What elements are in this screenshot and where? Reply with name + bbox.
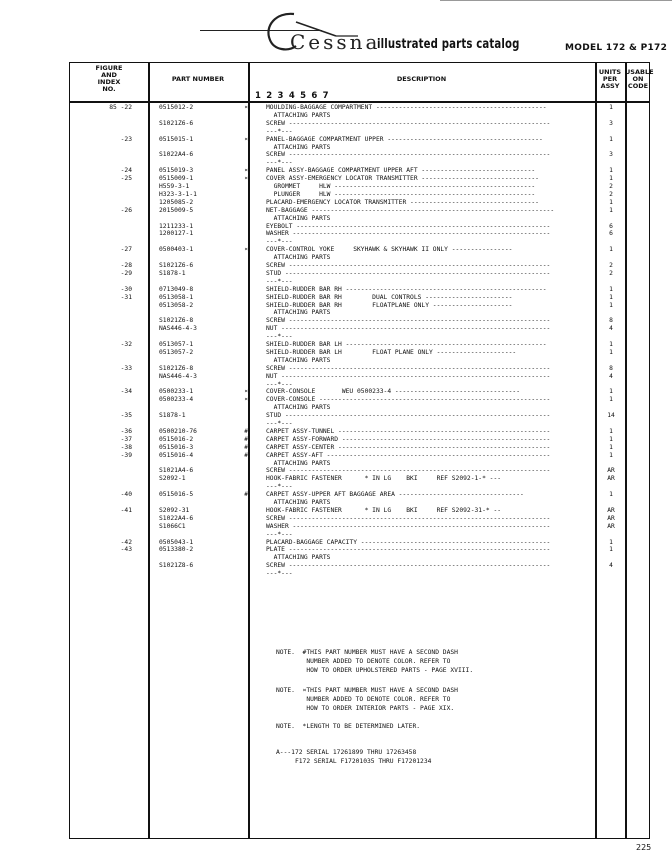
description-cell: SCREW --------------------------------------------------------------------- bbox=[266, 119, 551, 127]
description-cell: ATTACHING PARTS bbox=[266, 499, 331, 506]
units-per-assy-cell: 1 bbox=[609, 435, 613, 443]
part-number-cell: 0515019-3 bbox=[159, 167, 194, 175]
description-cell: ATTACHING PARTS bbox=[266, 143, 331, 151]
usable-column-header bbox=[625, 68, 654, 90]
units-per-assy-cell: 1 bbox=[609, 388, 613, 396]
table-row bbox=[70, 294, 651, 301]
part-number-cell: 0713049-8 bbox=[159, 285, 194, 293]
code-symbol-cell: # bbox=[244, 491, 248, 499]
table-row bbox=[70, 531, 651, 538]
description-cell: COVER ASSY-EMERGENCY LOCATOR TRANSMITTER ------------------------------- bbox=[266, 175, 539, 183]
table-row bbox=[70, 159, 651, 166]
figure-index-cell: -25 bbox=[120, 175, 132, 183]
table-row bbox=[70, 436, 651, 443]
units-per-assy-cell: 1 bbox=[609, 443, 613, 451]
part-number-cell: 2015009-5 bbox=[159, 206, 194, 214]
table-row bbox=[70, 475, 651, 482]
units-per-assy-cell: 1 bbox=[609, 246, 613, 254]
table-row bbox=[70, 286, 651, 293]
table-row bbox=[70, 460, 651, 467]
code-symbol-cell: # bbox=[244, 427, 248, 435]
figure-index-cell: -39 bbox=[120, 451, 132, 459]
description-cell: SCREW --------------------------------------------------------------------- bbox=[266, 467, 551, 475]
figure-index-cell: -28 bbox=[120, 262, 132, 269]
table-row bbox=[70, 175, 651, 182]
table-row bbox=[70, 467, 651, 474]
units-per-assy-cell: 1 bbox=[609, 175, 613, 183]
part-number-cell: 0500403-1 bbox=[159, 246, 194, 254]
code-symbol-cell: ¤ bbox=[244, 396, 248, 404]
figure-index-cell: -41 bbox=[120, 506, 132, 514]
figure-index-cell: -29 bbox=[120, 269, 132, 277]
description-cell: ---*--- bbox=[266, 420, 293, 427]
table-row bbox=[70, 491, 651, 498]
figure-index-cell: -36 bbox=[120, 427, 132, 435]
description-cell: ---*--- bbox=[266, 570, 293, 578]
units-header-line: ASSY bbox=[600, 82, 620, 90]
table-row bbox=[70, 349, 651, 356]
description-cell: ATTACHING PARTS bbox=[266, 214, 331, 222]
table-row bbox=[70, 452, 651, 459]
table-row bbox=[70, 136, 651, 143]
note-text: NOTE. *LENGTH TO BE DETERMINED LATER. bbox=[276, 723, 421, 730]
table-row bbox=[70, 539, 651, 546]
units-per-assy-cell: 1 bbox=[609, 135, 613, 143]
figure-index-cell: -35 bbox=[120, 412, 132, 420]
description-cell: EYEBOLT ------------------------------------------------------------------- bbox=[266, 222, 551, 230]
units-per-assy-cell: 3 bbox=[609, 151, 613, 159]
figure-header-line: AND bbox=[101, 71, 117, 79]
top-rule bbox=[440, 0, 672, 1]
part-number-cell: 0513058-2 bbox=[159, 301, 194, 309]
part-number-cell: 0515016-4 bbox=[159, 451, 194, 459]
units-per-assy-cell: 1 bbox=[609, 301, 613, 309]
table-row bbox=[70, 325, 651, 332]
table-row bbox=[70, 309, 651, 316]
description-cell: GROMMET HLW ----------------------------------------------------- bbox=[266, 183, 536, 190]
parts-table bbox=[69, 62, 654, 839]
table-row bbox=[70, 191, 651, 198]
units-per-assy-cell: AR bbox=[607, 522, 615, 530]
note-text: A---172 SERIAL 17261899 THRU 17263458 F172 SERIAL F17201035 THRU F17201234 bbox=[276, 749, 432, 765]
part-number-cell: S1021Z6-6 bbox=[159, 119, 194, 127]
table-row bbox=[70, 230, 651, 237]
table-row bbox=[70, 128, 651, 135]
table-row bbox=[70, 396, 651, 403]
units-per-assy-cell: 2 bbox=[609, 183, 613, 190]
figure-index-cell: 85 -22 bbox=[109, 104, 132, 111]
part-number-cell: 0515009-1 bbox=[159, 175, 194, 183]
description-cell: SCREW --------------------------------------------------------------------- bbox=[266, 317, 551, 325]
table-row bbox=[70, 444, 651, 451]
units-per-assy-cell: 6 bbox=[609, 230, 613, 238]
description-cell: SHIELD-RUDDER BAR RH DUAL CONTROLS ----------------------- bbox=[266, 293, 513, 301]
table-row bbox=[70, 199, 651, 206]
figure-index-cell: -43 bbox=[120, 546, 132, 554]
table-row bbox=[70, 104, 651, 111]
description-cell: PANEL ASSY-BAGGAGE COMPARTMENT UPPER AFT ------------------------------ bbox=[266, 167, 536, 175]
table-row bbox=[70, 554, 651, 561]
description-cell: ---*--- bbox=[266, 277, 293, 285]
figure-index-cell: -33 bbox=[120, 364, 132, 372]
part-number-cell: S1021Z6-8 bbox=[159, 364, 194, 372]
description-cell: ---*--- bbox=[266, 380, 293, 388]
part-number-cell: 1211233-1 bbox=[159, 222, 194, 230]
figure-index-cell: -42 bbox=[120, 538, 132, 546]
part-number-cell: 0513057-2 bbox=[159, 348, 194, 356]
table-row bbox=[70, 412, 651, 419]
part-number-cell: S1021Z8-6 bbox=[159, 562, 194, 570]
code-symbol-cell: # bbox=[244, 443, 248, 451]
part-number-column-header: PART NUMBER bbox=[171, 75, 225, 83]
code-symbol-cell: # bbox=[244, 435, 248, 443]
page-number: 225 bbox=[636, 843, 652, 852]
units-per-assy-cell: 3 bbox=[609, 119, 613, 127]
usable-header-line: ON bbox=[632, 75, 644, 83]
table-row bbox=[70, 562, 651, 569]
description-cell: NUT ----------------------------------------------------------------------- bbox=[266, 372, 551, 380]
units-per-assy-cell: 8 bbox=[609, 364, 613, 372]
part-number-cell: H323-3-1-1 bbox=[159, 190, 197, 198]
description-cell: SCREW --------------------------------------------------------------------- bbox=[266, 151, 551, 159]
part-number-cell: 0505043-1 bbox=[159, 538, 194, 546]
part-number-cell: 0515016-5 bbox=[159, 491, 194, 499]
table-row bbox=[70, 373, 651, 380]
units-per-assy-cell: 1 bbox=[609, 293, 613, 301]
page-header bbox=[0, 0, 672, 60]
description-cell: STUD ---------------------------------------------------------------------- bbox=[266, 269, 551, 277]
description-cell: CARPET ASSY-CENTER -------------------------------------------------------- bbox=[266, 443, 551, 451]
table-row bbox=[70, 333, 651, 340]
figure-column-header bbox=[70, 65, 148, 93]
units-header-line: PER bbox=[602, 75, 618, 83]
table-row bbox=[70, 223, 651, 230]
figure-index-cell: -40 bbox=[120, 491, 132, 499]
part-number-cell: 0500233-1 bbox=[159, 388, 194, 396]
part-number-cell: NAS446-4-3 bbox=[159, 372, 197, 380]
units-per-assy-cell: 1 bbox=[609, 285, 613, 293]
code-symbol-cell: ¤ bbox=[244, 104, 248, 111]
table-row bbox=[70, 388, 651, 395]
figure-header-line: FIGURE bbox=[95, 64, 123, 72]
part-number-cell: S1066C1 bbox=[159, 522, 186, 530]
figure-index-cell: -31 bbox=[120, 293, 132, 301]
description-cell: ---*--- bbox=[266, 159, 293, 167]
figure-index-cell: -38 bbox=[120, 443, 132, 451]
table-row bbox=[70, 262, 651, 269]
units-per-assy-cell: AR bbox=[607, 467, 615, 475]
units-per-assy-cell: 1 bbox=[609, 427, 613, 435]
table-row bbox=[70, 183, 651, 190]
part-number-cell: S1022A4-6 bbox=[159, 514, 194, 522]
table-row bbox=[70, 120, 651, 127]
part-number-cell: S1021A4-6 bbox=[159, 467, 194, 475]
table-row bbox=[70, 499, 651, 506]
description-cell: HOOK-FABRIC FASTENER * IN LG BKI REF S2092-31-* -- bbox=[266, 506, 502, 514]
part-number-cell: NAS446-4-3 bbox=[159, 325, 197, 333]
part-number-cell: 0500233-4 bbox=[159, 396, 194, 404]
description-cell: HOOK-FABRIC FASTENER * IN LG BKI REF S2092-1-* --- bbox=[266, 475, 502, 483]
part-number-cell: 1200127-1 bbox=[159, 230, 194, 238]
figure-index-cell: -37 bbox=[120, 435, 132, 443]
table-row bbox=[70, 357, 651, 364]
description-cell: NUT ----------------------------------------------------------------------- bbox=[266, 325, 551, 333]
units-per-assy-cell: 1 bbox=[609, 546, 613, 554]
table-row bbox=[70, 254, 651, 261]
part-number-cell: S1021Z6-6 bbox=[159, 262, 194, 269]
description-column-header: DESCRIPTION bbox=[396, 75, 447, 83]
table-row bbox=[70, 365, 651, 372]
description-cell: ---*--- bbox=[266, 333, 293, 341]
description-cell: ---*--- bbox=[266, 530, 293, 538]
table-row bbox=[70, 515, 651, 522]
table-row bbox=[70, 215, 651, 222]
description-cell: ATTACHING PARTS bbox=[266, 554, 331, 562]
description-cell: SCREW --------------------------------------------------------------------- bbox=[266, 562, 551, 570]
units-per-assy-cell: 1 bbox=[609, 198, 613, 206]
part-number-cell: 0515012-2 bbox=[159, 104, 194, 111]
part-number-cell: S1878-1 bbox=[159, 412, 186, 420]
units-per-assy-cell: 2 bbox=[609, 190, 613, 198]
table-row bbox=[70, 483, 651, 490]
units-per-assy-cell: 1 bbox=[609, 167, 613, 175]
table-row bbox=[70, 523, 651, 530]
description-cell: ATTACHING PARTS bbox=[266, 111, 331, 119]
table-row bbox=[70, 112, 651, 119]
table-row bbox=[70, 246, 651, 253]
table-row bbox=[70, 546, 651, 553]
units-per-assy-cell: 2 bbox=[609, 269, 613, 277]
part-number-cell: 0515016-3 bbox=[159, 443, 194, 451]
description-cell: CARPET ASSY-TUNNEL -------------------------------------------------------- bbox=[266, 427, 551, 435]
units-per-assy-cell: 1 bbox=[609, 538, 613, 546]
units-per-assy-cell: AR bbox=[607, 506, 615, 514]
table-row bbox=[70, 302, 651, 309]
part-number-cell: 0500210-76 bbox=[159, 427, 197, 435]
part-number-cell: S1878-1 bbox=[159, 269, 186, 277]
units-per-assy-cell: 1 bbox=[609, 491, 613, 499]
note-text: NOTE. ¤THIS PART NUMBER MUST HAVE A SECOND DASH NUMBER ADDED TO DENOTE COLOR. REFER TO HOW TO ORDER INTERIOR PARTS - PAGE XIX. bbox=[276, 687, 458, 712]
header-divider bbox=[70, 101, 649, 103]
code-symbol-cell: ¤ bbox=[244, 388, 248, 396]
description-cell: SHIELD-RUDDER BAR LH ----------------------------------------------------- bbox=[266, 341, 547, 348]
description-cell: COVER-CONSOLE ------------------------------------------------------------- bbox=[266, 396, 551, 404]
description-cell: MOULDING-BAGGAGE COMPARTMENT --------------------------------------------- bbox=[266, 104, 547, 111]
description-cell: ATTACHING PARTS bbox=[266, 459, 331, 467]
description-cell: PANEL-BAGGAGE COMPARTMENT UPPER ----------------------------------------- bbox=[266, 135, 543, 143]
units-per-assy-cell: 1 bbox=[609, 104, 613, 111]
figure-header-line: INDEX bbox=[97, 78, 121, 86]
figure-index-cell: -23 bbox=[120, 135, 132, 143]
description-cell: ATTACHING PARTS bbox=[266, 356, 331, 364]
description-cell: SHIELD-RUDDER BAR RH FLOATPLANE ONLY --------------------- bbox=[266, 301, 513, 309]
part-number-cell: H559-3-1 bbox=[159, 183, 190, 190]
catalog-title: illustrated parts catalog bbox=[377, 37, 520, 52]
description-cell: ATTACHING PARTS bbox=[266, 404, 331, 412]
units-per-assy-cell: 1 bbox=[609, 206, 613, 214]
table-row bbox=[70, 420, 651, 427]
figure-index-cell: -32 bbox=[120, 341, 132, 348]
description-cell: SCREW --------------------------------------------------------------------- bbox=[266, 514, 551, 522]
description-cell: ---*--- bbox=[266, 238, 293, 246]
description-cell: SHIELD-RUDDER BAR RH ----------------------------------------------------- bbox=[266, 285, 547, 293]
units-per-assy-cell: 1 bbox=[609, 396, 613, 404]
description-cell: SHIELD-RUDDER BAR LH FLOAT PLANE ONLY --------------------- bbox=[266, 348, 517, 356]
table-row bbox=[70, 167, 651, 174]
figure-index-cell: -27 bbox=[120, 246, 132, 254]
table-row bbox=[70, 507, 651, 514]
code-symbol-cell: ¤ bbox=[244, 167, 248, 175]
part-number-cell: 0513380-2 bbox=[159, 546, 194, 554]
description-cell: STUD ---------------------------------------------------------------------- bbox=[266, 412, 551, 420]
figure-index-cell: -24 bbox=[120, 167, 132, 175]
part-number-cell: 0513058-1 bbox=[159, 293, 194, 301]
description-cell: ATTACHING PARTS bbox=[266, 309, 331, 317]
part-number-cell: S2092-31 bbox=[159, 506, 190, 514]
figure-index-cell: -34 bbox=[120, 388, 132, 396]
table-row bbox=[70, 404, 651, 411]
figure-index-cell: -30 bbox=[120, 285, 132, 293]
brand-name: Cessna bbox=[290, 30, 381, 54]
units-column-header bbox=[595, 69, 625, 90]
part-number-cell: 1205085-2 bbox=[159, 198, 194, 206]
code-symbol-cell: ¤ bbox=[244, 175, 248, 183]
table-row bbox=[70, 270, 651, 277]
description-cell: WASHER -------------------------------------------------------------------- bbox=[266, 230, 551, 238]
note-text: NOTE. #THIS PART NUMBER MUST HAVE A SECOND DASH NUMBER ADDED TO DENOTE COLOR. REFER TO HOW TO ORDER UPHOLSTERED PARTS - PAGE XVIII. bbox=[276, 649, 474, 674]
description-cell: PLACARD-BAGGAGE CAPACITY -------------------------------------------------- bbox=[266, 538, 551, 546]
units-per-assy-cell: 1 bbox=[609, 341, 613, 348]
units-per-assy-cell: 14 bbox=[607, 412, 615, 420]
description-cell: COVER-CONTROL YOKE SKYHAWK & SKYHAWK II ONLY ---------------- bbox=[266, 246, 513, 254]
table-row bbox=[70, 341, 651, 348]
table-row bbox=[70, 381, 651, 388]
table-row bbox=[70, 151, 651, 158]
indent-digits: 1 2 3 4 5 6 7 bbox=[255, 91, 330, 101]
figure-index-cell: -26 bbox=[120, 206, 132, 214]
units-header-line: UNITS bbox=[598, 68, 622, 76]
description-cell: SCREW --------------------------------------------------------------------- bbox=[266, 364, 551, 372]
units-per-assy-cell: 2 bbox=[609, 262, 613, 269]
description-cell: SCREW --------------------------------------------------------------------- bbox=[266, 262, 551, 269]
units-per-assy-cell: 1 bbox=[609, 451, 613, 459]
part-number-cell: 0513057-1 bbox=[159, 341, 194, 348]
part-number-cell: 0515016-2 bbox=[159, 435, 194, 443]
description-cell: WASHER -------------------------------------------------------------------- bbox=[266, 522, 551, 530]
table-row bbox=[70, 238, 651, 245]
description-cell: CARPET ASSY-AFT ----------------------------------------------------------- bbox=[266, 451, 551, 459]
part-number-cell: 0515015-1 bbox=[159, 135, 194, 143]
figure-header-line: NO. bbox=[102, 85, 116, 93]
table-row bbox=[70, 144, 651, 151]
part-number-cell: S1022A4-6 bbox=[159, 151, 194, 159]
units-per-assy-cell: 6 bbox=[609, 222, 613, 230]
units-per-assy-cell: AR bbox=[607, 514, 615, 522]
units-per-assy-cell: 4 bbox=[609, 325, 613, 333]
table-row bbox=[70, 207, 651, 214]
units-per-assy-cell: 4 bbox=[609, 372, 613, 380]
model-label: MODEL 172 & P172 bbox=[565, 43, 668, 53]
table-row bbox=[70, 570, 651, 577]
table-row bbox=[70, 317, 651, 324]
code-symbol-cell: ¤ bbox=[244, 246, 248, 254]
description-cell: COVER-CONSOLE WEU 0500233-4 --------------------------------- bbox=[266, 388, 521, 396]
part-number-cell: S1021Z6-8 bbox=[159, 317, 194, 325]
part-number-cell: S2092-1 bbox=[159, 475, 186, 483]
code-symbol-cell: ¤ bbox=[244, 135, 248, 143]
description-cell: PLUNGER HLW ----------------------------------------------------- bbox=[266, 190, 536, 198]
description-cell: CARPET ASSY-UPPER AFT BAGGAGE AREA --------------------------------- bbox=[266, 491, 524, 499]
units-per-assy-cell: 4 bbox=[609, 562, 613, 570]
description-cell: PLACARD-EMERGENCY LOCATOR TRANSMITTER ---------------------------------- bbox=[266, 198, 539, 206]
description-cell: NET-BAGGAGE ---------------------------------------------------------------- bbox=[266, 206, 555, 214]
description-cell: PLATE --------------------------------------------------------------------- bbox=[266, 546, 551, 554]
description-cell: ---*--- bbox=[266, 483, 293, 491]
usable-header-line: CODE bbox=[627, 82, 649, 90]
description-cell: CARPET ASSY-FORWARD ------------------------------------------------------- bbox=[266, 435, 551, 443]
units-per-assy-cell: 8 bbox=[609, 317, 613, 325]
usable-header-line: USABLE bbox=[625, 68, 654, 76]
description-cell: ATTACHING PARTS bbox=[266, 254, 331, 262]
table-row bbox=[70, 278, 651, 285]
units-per-assy-cell: AR bbox=[607, 475, 615, 483]
code-symbol-cell: # bbox=[244, 451, 248, 459]
description-cell: ---*--- bbox=[266, 127, 293, 135]
units-per-assy-cell: 1 bbox=[609, 348, 613, 356]
table-row bbox=[70, 428, 651, 435]
